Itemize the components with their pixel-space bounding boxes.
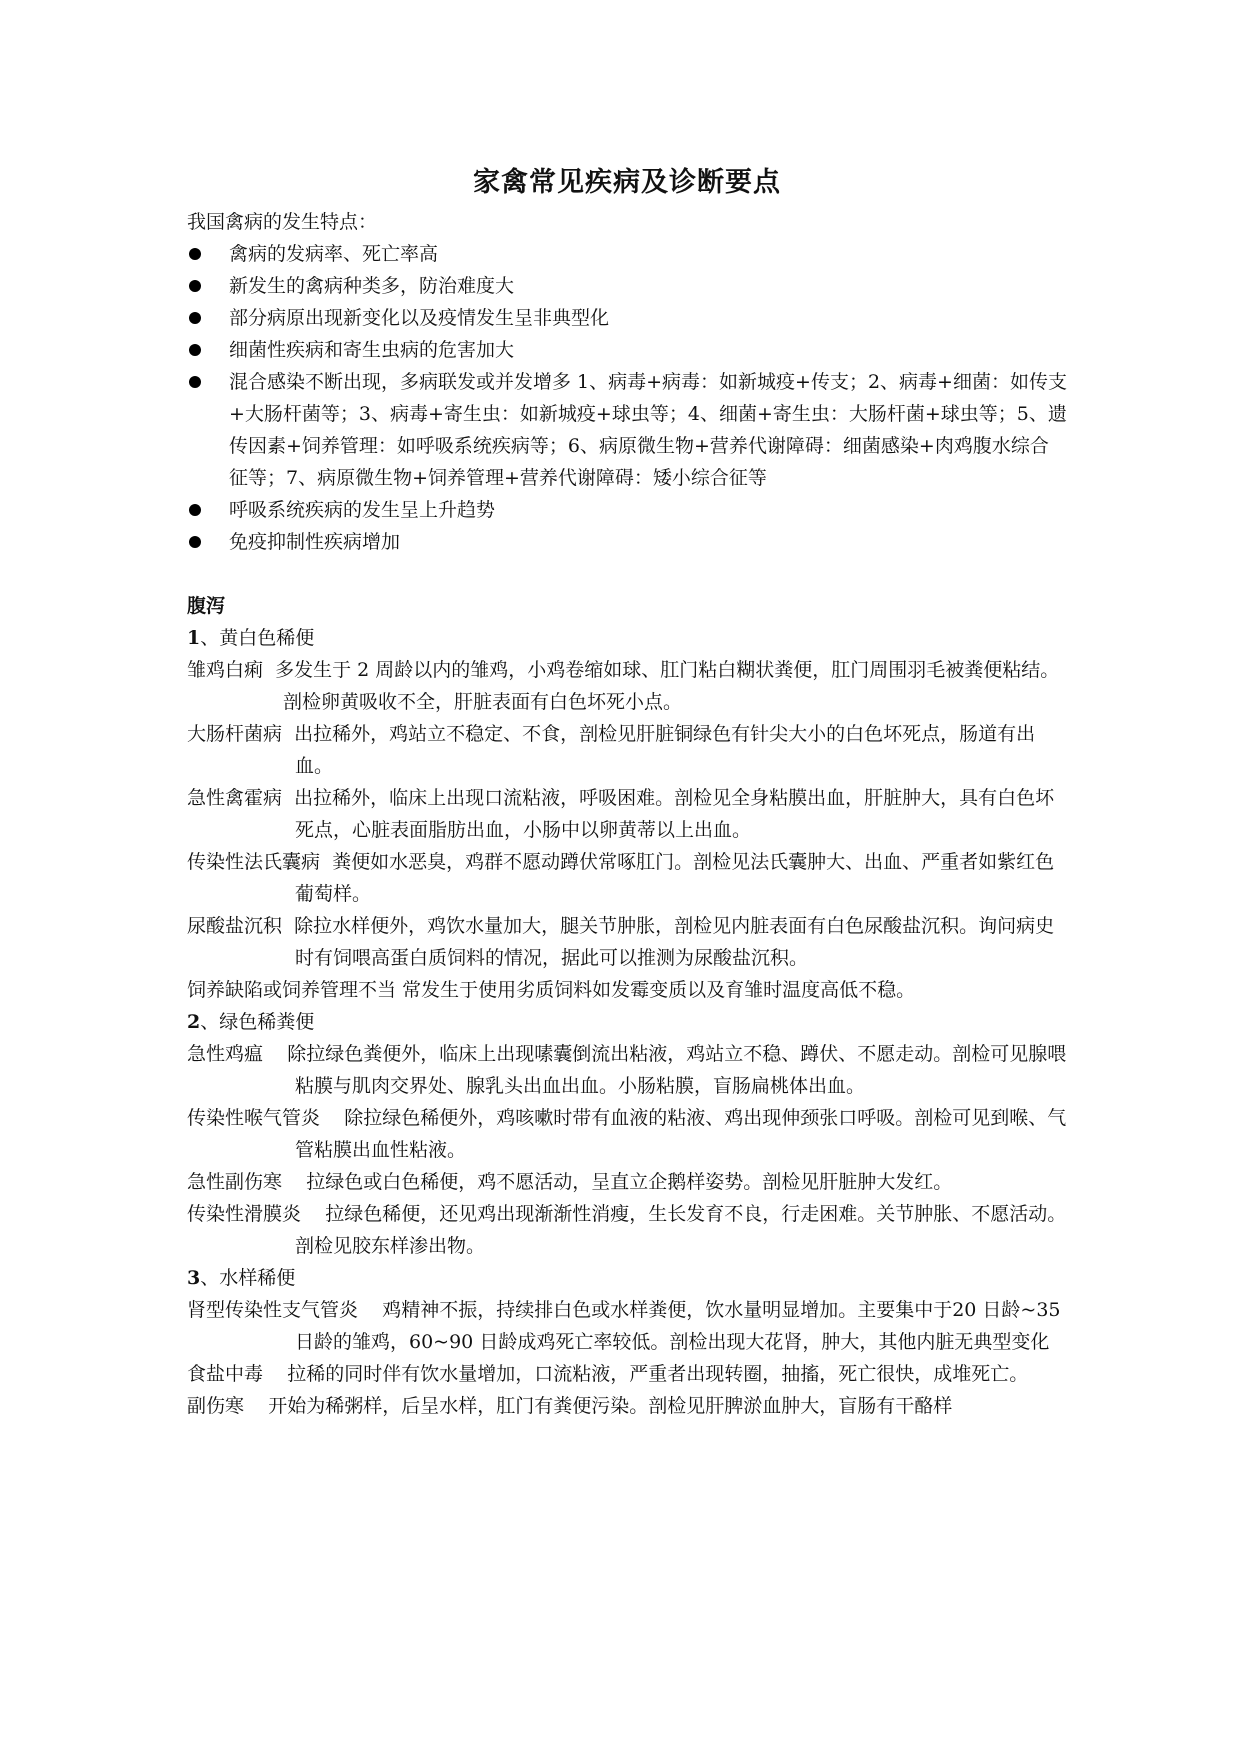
disease-name: 饲养缺陷或饲养管理不当 — [187, 979, 397, 1001]
bullet-text: 呼吸系统疾病的发生呈上升趋势 — [229, 499, 496, 521]
name-separator — [244, 1395, 268, 1417]
bullet-item — [187, 526, 1067, 558]
disease-entry — [187, 782, 1067, 846]
disease-description-continued: 剖检可见腺喂粘膜与肌肉交界处、腺乳头出血出血。小肠粘膜，盲肠扁桃体出血。 — [295, 1043, 1067, 1097]
disease-entry — [187, 1198, 1067, 1262]
bullet-item — [187, 334, 1067, 366]
disease-entry — [187, 1390, 1067, 1422]
intro-text: 我国禽病的发生特点： — [187, 211, 378, 233]
bullet-text: 混合感染不断出现，多病联发或并发增多 1、病毒+病毒：如新城疫+传支；2、病毒+细菌：如传支+大肠杆菌等；3、病毒+寄生虫：如新城疫+球虫等；4、细菌+寄生虫：大肠杆菌+球虫等；5、遗传因素+饲养管理：如呼吸系统疾病等；6、病原微生物+营养代谢障碍：细菌感染+肉鸡腹水综合征等；7、病原微生物+饲养管理+营养代谢障碍：矮小综合征等 — [229, 371, 1067, 489]
disease-name: 大肠杆菌病 — [187, 723, 283, 745]
disease-name: 急性副伤寒 — [187, 1171, 283, 1193]
disease-description: 常发生于使用劣质饲料如发霉变质以及育雏时温度高低不稳。 — [402, 979, 916, 1001]
subsection-label: 、绿色稀粪便 — [200, 1011, 315, 1033]
disease-description-continued: 可见到喉、气管粘膜出血性粘液。 — [295, 1107, 1067, 1161]
name-separator — [282, 915, 294, 937]
bullet-text: 细菌性疾病和寄生虫病的危害加大 — [229, 339, 515, 361]
bullet-item — [187, 302, 1067, 334]
disease-entry — [187, 1038, 1067, 1102]
diarrhea-groups — [187, 622, 1067, 1422]
disease-name: 雏鸡白痢 — [187, 659, 264, 681]
name-separator — [282, 787, 294, 809]
disease-name: 副伤寒 — [187, 1395, 245, 1417]
disease-name: 急性鸡瘟 — [187, 1043, 264, 1065]
bullet-item — [187, 494, 1067, 526]
disease-name: 肾型传染性支气管炎 — [187, 1299, 359, 1321]
disease-name: 传染性喉气管炎 — [187, 1107, 321, 1129]
disease-name: 传染性法氏囊病 — [187, 851, 321, 873]
disease-entry — [187, 1102, 1067, 1166]
disease-description-continued: 堆死亡。 — [952, 1363, 1029, 1385]
name-separator — [282, 1171, 306, 1193]
bullet-dot-icon — [189, 376, 201, 388]
disease-description-continued: 重者如紫红色葡萄样。 — [295, 851, 1055, 905]
bullet-dot-icon — [189, 536, 201, 548]
disease-description: 开始为稀粥样，后呈水样，肛门有粪便污染。剖检见肝脾淤血肿大，盲肠有干酪样 — [268, 1395, 953, 1417]
section-heading-diarrhea: 腹泻 — [187, 595, 226, 617]
bullet-text: 部分病原出现新变化以及疫情发生呈非典型化 — [229, 307, 610, 329]
subsection-label: 、水样稀便 — [200, 1267, 296, 1289]
name-separator — [301, 1203, 325, 1225]
subsection-number: 1 — [187, 627, 201, 649]
document-title: 家禽常见疾病及诊断要点 — [473, 167, 781, 198]
disease-description-continued: 被粪便粘结。剖检卵黄吸收不全，肝脏表面有白色坏死小点。 — [283, 659, 1060, 713]
subsection-heading — [187, 622, 1067, 654]
bullet-dot-icon — [189, 344, 201, 356]
disease-description-continued: 不愿活动。剖检见胶东样渗出物。 — [295, 1203, 1067, 1257]
disease-description: 出拉稀外，鸡站立不稳定、不食，剖检见肝脏铜绿色有针尖大小的白色坏死点， — [294, 723, 960, 745]
bullet-text: 新发生的禽病种类多，防治难度大 — [229, 275, 515, 297]
disease-description: 拉绿色或白色稀便，鸡不愿活动，呈直立企鹅样姿势。剖检见肝脏肿大发红。 — [306, 1171, 953, 1193]
subsection-number: 2 — [187, 1011, 201, 1033]
subsection-heading — [187, 1006, 1067, 1038]
bullet-item — [187, 366, 1067, 494]
disease-description: 拉稀的同时伴有饮水量增加，口流粘液，严重者出现转圈，抽搐，死亡很快，成 — [287, 1363, 953, 1385]
disease-description: 粪便如水恶臭，鸡群不愿动蹲伏常啄肛门。剖检见法氏囊肿大、出血、严 — [332, 851, 941, 873]
name-separator — [282, 723, 294, 745]
disease-entry — [187, 1166, 1067, 1198]
name-separator — [263, 1043, 287, 1065]
disease-name: 传染性滑膜炎 — [187, 1203, 302, 1225]
disease-description: 拉绿色稀便，还见鸡出现渐渐性消瘦，生长发育不良，行走困难。关节肿胀、 — [325, 1203, 972, 1225]
disease-entry — [187, 974, 1067, 1006]
disease-description: 鸡精神不振，持续排白色或水样粪便，饮水量明显增加。主要集中于 — [382, 1299, 953, 1321]
disease-description-continued: 具有白色坏死点，心脏表面脂肪出血，小肠中以卵黄蒂以上出血。 — [295, 787, 1055, 841]
document-page — [187, 160, 1067, 1422]
bullet-dot-icon — [189, 280, 201, 292]
name-separator — [320, 851, 332, 873]
disease-entry — [187, 1358, 1067, 1390]
disease-name: 急性禽霍病 — [187, 787, 283, 809]
disease-description: 除拉绿色粪便外，临床上出现嗉囊倒流出粘液，鸡站立不稳、蹲伏、不愿走动。 — [287, 1043, 953, 1065]
name-separator — [263, 1363, 287, 1385]
disease-description: 出拉稀外，临床上出现口流粘液，呼吸困难。剖检见全身粘膜出血，肝脏肿大， — [294, 787, 960, 809]
disease-entry — [187, 718, 1067, 782]
disease-entry — [187, 654, 1067, 718]
subsection-label: 、黄白色稀便 — [200, 627, 315, 649]
subsection-heading — [187, 1262, 1067, 1294]
name-separator — [358, 1299, 382, 1321]
disease-entry — [187, 1294, 1067, 1358]
disease-entry — [187, 910, 1067, 974]
disease-description: 多发生于 2 周龄以内的雏鸡，小鸡卷缩如球、肛门粘白糊状粪便，肛门周围羽毛 — [275, 659, 946, 681]
disease-description-continued: 20 日龄~35 日龄的雏鸡，60~90 日龄成鸡死亡率较低。剖检出现大花肾，肿大，其他内脏无典型变化 — [295, 1299, 1061, 1353]
name-separator — [263, 659, 275, 681]
bullet-dot-icon — [189, 504, 201, 516]
bullet-text: 免疫抑制性疾病增加 — [229, 531, 401, 553]
disease-description-continued: 肠道有出血。 — [295, 723, 1036, 777]
bullet-item — [187, 238, 1067, 270]
disease-description: 除拉绿色稀便外，鸡咳嗽时带有血液的粘液、鸡出现伸颈张口呼吸。剖检 — [344, 1107, 953, 1129]
disease-name: 食盐中毒 — [187, 1363, 264, 1385]
subsection-number: 3 — [187, 1267, 201, 1289]
bullet-text: 禽病的发病率、死亡率高 — [229, 243, 439, 265]
disease-description-continued: 积。询问病史时有饲喂高蛋白质饲料的情况，据此可以推测为尿酸盐沉积。 — [295, 915, 1055, 969]
name-separator — [320, 1107, 344, 1129]
bullet-item — [187, 270, 1067, 302]
bullet-dot-icon — [189, 312, 201, 324]
bullet-dot-icon — [189, 248, 201, 260]
disease-description: 除拉水样便外，鸡饮水量加大，腿关节肿胀，剖检见内脏表面有白色尿酸盐沉 — [294, 915, 941, 937]
disease-entry — [187, 846, 1067, 910]
disease-name: 尿酸盐沉积 — [187, 915, 283, 937]
characteristics-list — [187, 238, 1067, 558]
